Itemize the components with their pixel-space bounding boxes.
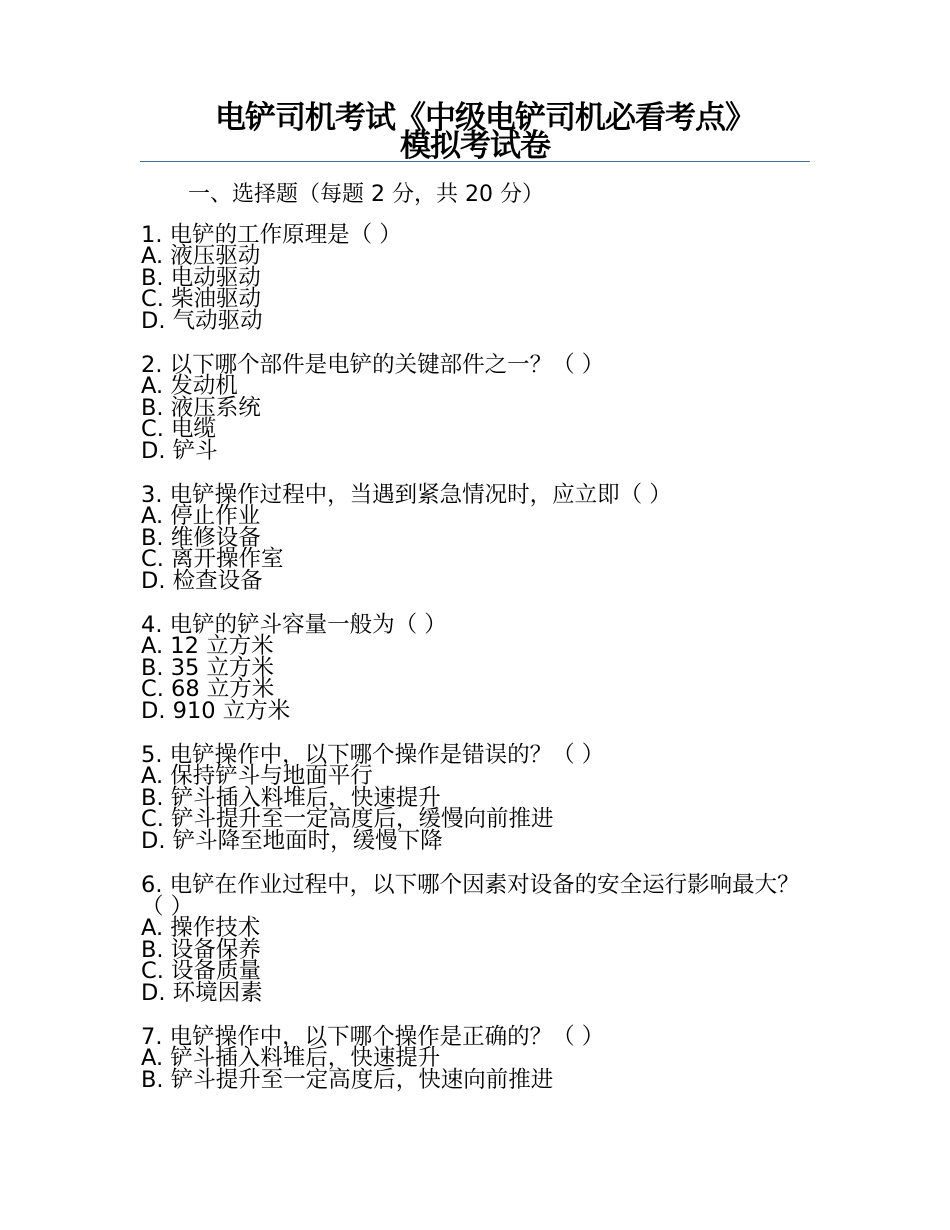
document-title-line-1: 电铲司机考试《中级电铲司机必看考点》 [215, 100, 755, 136]
option-c: C. 柴油驱动 [141, 286, 262, 312]
question-6 [141, 874, 801, 1004]
option-b: B. 液压系统 [141, 394, 261, 421]
question-text: 2. 以下哪个部件是电铲的关键部件之一？（ ） [141, 352, 605, 378]
option-d: D. 铲斗降至地面时，缓慢下降 [141, 827, 443, 854]
option-c: C. 设备质量 [141, 958, 262, 984]
option-d: D. 检查设备 [141, 567, 263, 594]
option-b: B. 铲斗提升至一定高度后，快速向前推进 [141, 1066, 554, 1093]
option-c: C. 离开操作室 [141, 546, 284, 572]
option-a: A. 12 立方米 [141, 633, 274, 659]
option-c: C. 电缆 [141, 416, 217, 442]
option-c: C. 铲斗提升至一定高度后，缓慢向前推进 [141, 806, 554, 832]
option-b: B. 设备保养 [141, 936, 261, 963]
question-text: 1. 电铲的工作原理是（ ） [141, 222, 402, 248]
question-text: 3. 电铲操作过程中，当遇到紧急情况时，应立即（ ） [141, 482, 672, 508]
question-text: 5. 电铲操作中，以下哪个操作是错误的？（ ） [141, 742, 605, 768]
question-2 [141, 354, 801, 462]
option-b: B. 维修设备 [141, 524, 261, 551]
question-text: 4. 电铲的铲斗容量一般为（ ） [141, 612, 447, 638]
document-title-line-2: 模拟考试卷 [400, 128, 550, 164]
question-3 [141, 484, 801, 592]
option-a: A. 液压驱动 [141, 243, 261, 269]
option-b: B. 铲斗插入料堆后，快速提升 [141, 784, 441, 811]
question-7 [141, 1026, 801, 1091]
option-b: B. 电动驱动 [141, 264, 261, 291]
option-a: A. 停止作业 [141, 503, 261, 529]
question-1 [141, 224, 801, 332]
option-a: A. 保持铲斗与地面平行 [141, 763, 373, 789]
option-d: D. 环境因素 [141, 979, 263, 1006]
question-list [141, 224, 801, 1113]
title-divider [140, 161, 810, 162]
option-a: A. 操作技术 [141, 915, 261, 941]
question-4 [141, 614, 801, 722]
option-a: A. 发动机 [141, 373, 238, 399]
question-text: 6. 电铲在作业过程中，以下哪个因素对设备的安全运行影响最大？（ ） [141, 872, 800, 920]
option-d: D. 铲斗 [141, 437, 218, 464]
option-d: D. 气动驱动 [141, 307, 263, 334]
option-d: D. 910 立方米 [141, 697, 291, 724]
option-a: A. 铲斗插入料堆后，快速提升 [141, 1045, 441, 1071]
option-c: C. 68 立方米 [141, 676, 275, 702]
question-5 [141, 744, 801, 852]
section-heading: 一、选择题（每题 2 分，共 20 分） [188, 182, 544, 207]
option-b: B. 35 立方米 [141, 654, 275, 681]
question-text: 7. 电铲操作中，以下哪个操作是正确的？（ ） [141, 1024, 605, 1050]
